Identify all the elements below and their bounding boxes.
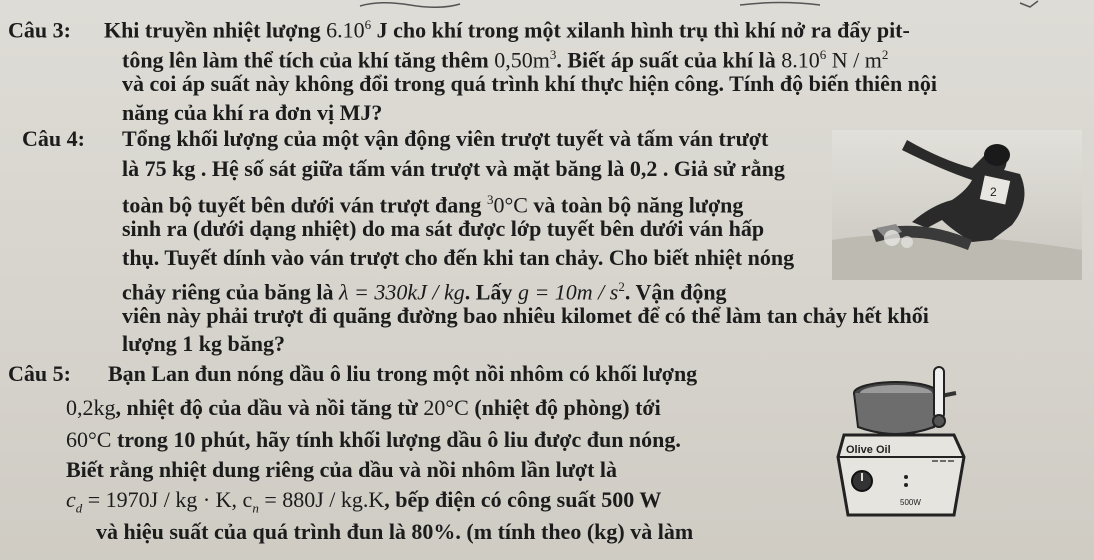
q3-label: Câu 3: bbox=[8, 17, 71, 43]
q3-line-4: năng của khí ra đơn vị MJ? bbox=[122, 100, 383, 125]
q5-line-2: 0,2kg, nhiệt độ của dầu và nồi tăng từ 20°C (nhiệt độ phòng) tới bbox=[66, 395, 661, 420]
q5-line-5: $c_d = 1970J$ / kg · K, $c_n = 880J / kg.K$, bếp điện có công suất 500 W bbox=[66, 487, 662, 516]
q5-line-1: Câu 5: Bạn Lan đun nóng dầu ô liu trong một nồi nhôm có khối lượng bbox=[8, 361, 698, 386]
stove-label: Olive Oil bbox=[846, 444, 891, 456]
q4-line-4: sinh ra (dưới dạng nhiệt) do ma sát được lớp tuyết bên dưới ván hấp bbox=[122, 216, 765, 241]
q4-line-2: là 75 kg . Hệ số sát giữa tấm ván trượt và mặt băng là 0,2 . Giả sử rằng bbox=[122, 156, 785, 181]
handwriting-scribble bbox=[180, 0, 1060, 8]
stove-power-label: 500W bbox=[900, 498, 921, 507]
q5-line-6: và hiệu suất của quá trình đun là 80%. (m tính theo (kg) và làm bbox=[96, 519, 694, 544]
svg-text:2: 2 bbox=[990, 185, 997, 199]
q4-line-3: toàn bộ tuyết bên dưới ván trượt đang $^3$0°C và toàn bộ năng lượng bbox=[122, 192, 744, 218]
q4-label: Câu 4: bbox=[22, 126, 85, 151]
snowboarder-image bbox=[832, 130, 1082, 280]
q4-line-5: thụ. Tuyết dính vào ván trượt cho đến khi tan chảy. Cho biết nhiệt nóng bbox=[122, 245, 795, 270]
electric-stove-pot-image bbox=[836, 365, 986, 525]
q5-line-4: Biết rằng nhiệt dung riêng của dầu và nồi nhôm lần lượt là bbox=[66, 457, 618, 482]
q3-line-2: tông lên làm thể tích của khí tăng thêm $0,50m^3$. Biết áp suất của khí là 8.10$^6$ N / $m^2$ bbox=[122, 47, 889, 73]
q4-line-1: Câu 4: Tổng khối lượng của một vận động viên trượt tuyết và tấm ván trượt bbox=[22, 126, 769, 151]
q5-label: Câu 5: bbox=[8, 361, 71, 386]
q3-line-3: và coi áp suất này không đổi trong quá trình khí thực hiện công. Tính độ biến thiên nội bbox=[122, 71, 938, 96]
q4-line-8: lượng 1 kg băng? bbox=[122, 331, 285, 356]
q4-line-6: chảy riêng của băng là λ = 330kJ / kg. Lấy $g = 10m / s^2$. Vận động bbox=[122, 279, 727, 305]
q3-line-1: Câu 3: Khi truyền nhiệt lượng 6.10$^6$ J cho khí trong một xilanh hình trụ thì khí nở ra đẩy pit- bbox=[8, 17, 910, 43]
q4-line-7: viên này phải trượt đi quãng đường bao nhiêu kilomet để có thể làm tan chảy hết khối bbox=[122, 303, 929, 328]
q5-line-3: 60°C trong 10 phút, hãy tính khối lượng dầu ô liu được đun nóng. bbox=[66, 427, 681, 452]
